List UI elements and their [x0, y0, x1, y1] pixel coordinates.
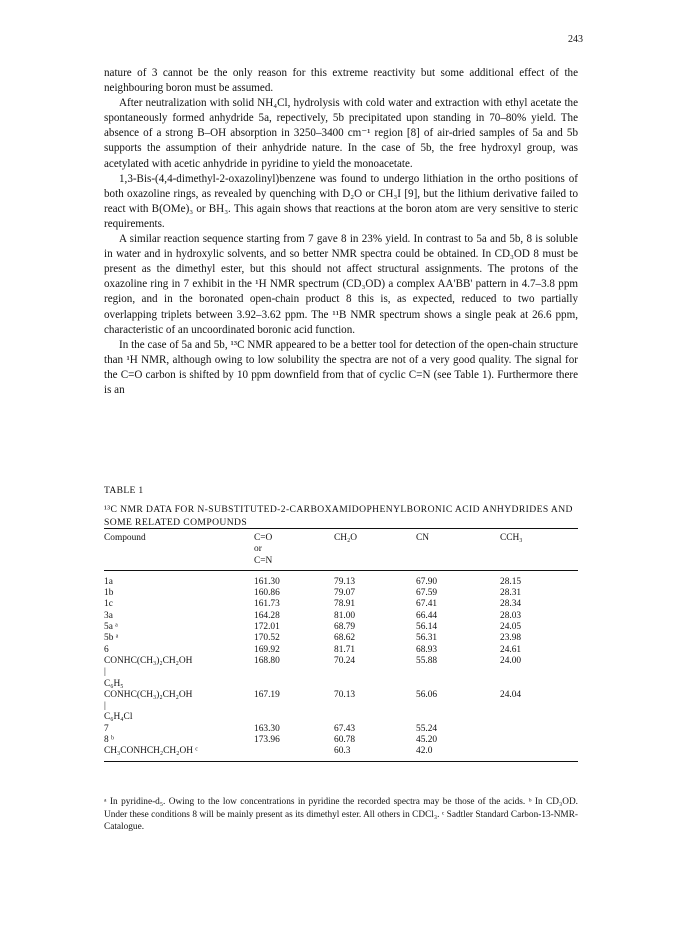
cell-cn: 45.20 [416, 735, 438, 746]
cell-cn: 67.90 [416, 576, 438, 587]
cell-cch3 [500, 735, 578, 746]
page-number: 243 [568, 34, 583, 45]
cell-compound: 3a [104, 610, 113, 621]
cell-cch3 [500, 746, 578, 761]
cell-ch2o: 60.3 [334, 746, 416, 761]
cell-ch2o: 68.79 [334, 622, 356, 633]
cell-c-o: 161.30 [254, 576, 280, 587]
paragraph-lithiation: 1,3-Bis-(4,4-dimethyl-2-oxazolinyl)benzene was found to undergo lithiation in the ortho positions of both oxazoline rings, as revealed by quenching with D₂O or CH₃I [9], but the lithium derivative failed to react with B(OMe)₃ or BH₃. This again shows that reactions at the boron atom are very sensitive to steric requirements. [104, 172, 578, 230]
cell-c-o: 168.80 [254, 655, 280, 666]
table-row [104, 570, 578, 588]
table-row [104, 588, 578, 599]
table-row [104, 656, 578, 690]
cell-compound: 7 [104, 723, 109, 734]
cell-cn: 66.44 [416, 610, 438, 621]
cell-compound: 6 [104, 644, 109, 655]
table-row [104, 735, 578, 746]
cell-c-o: 173.96 [254, 735, 280, 746]
footnote-text: ᵃ In pyridine-d₅. Owing to the low concentrations in pyridine the recorded spectra may be those of the acids. ᵇ In CD₃OD. Under these conditions 8 will be mainly present as its dimethyl ester. All others in CDCl₃. ᶜ Sadtler Standard Carbon-13-NMR-Catalogue. [104, 797, 578, 833]
cell-cn: 67.41 [416, 599, 438, 610]
cell-ch2o: 67.43 [334, 723, 356, 734]
cell-cch3: 24.04 [500, 689, 522, 700]
paragraph-c13-nmr: In the case of 5a and 5b, ¹³C NMR appeared to be a better tool for detection of the open-chain structure than ¹H NMR, although owing to low solubility the spectra are not of a very good quality. The signal for the C=O carbon is shifted by 10 ppm downfield from that of cyclic C=N (see Table 1). Furthermore there is an [104, 338, 578, 396]
table-footnotes [104, 796, 578, 834]
cell-cch3: 28.31 [500, 588, 522, 599]
table-title: ¹³C NMR DATA FOR N-SUBSTITUTED-2-CARBOXAMIDOPHENYLBORONIC ACID ANHYDRIDES AND SOME RELATED COMPOUNDS [104, 504, 573, 528]
cell-c-o: 172.01 [254, 622, 280, 633]
nmr-data-table [104, 528, 578, 762]
table-row [104, 633, 578, 644]
table-row [104, 611, 578, 622]
cell-ch2o: 79.13 [334, 576, 356, 587]
cell-cn: 67.59 [416, 588, 438, 599]
cell-c-o: 164.28 [254, 610, 280, 621]
cell-c-o: 160.86 [254, 588, 280, 599]
header-cch3: CCH₃ [500, 529, 578, 545]
cell-compound: 1a [104, 576, 113, 587]
cell-cch3: 28.03 [500, 610, 522, 621]
cell-cn: 68.93 [416, 644, 438, 655]
cell-compound: CONHC(CH₃)₂CH₂OH | C₆H₄Cl [104, 690, 254, 724]
paragraph-reaction-sequence: A similar reaction sequence starting from 7 gave 8 in 23% yield. In contrast to 5a and 5b, 8 is soluble in water and in hydroxylic solvents, and so better NMR spectra could be obtained. In CD₃OD 8 must be present as the dimethyl ester, but this should not affect structural assignments. The protons of the oxazoline ring in 7 exhibit in the ¹H NMR spectrum (CD₃OD) a complex AA'BB' pattern in 4.7–3.8 ppm region, and in the boronated open-chain product 8 this is, as expected, reduced to two partially overlapping triplets between 3.92–3.62 ppm. The ¹¹B NMR spectrum shows a single peak at 26.6 ppm, characteristic of an uncoordinated boronic acid function. [104, 233, 578, 336]
cell-c-o: 167.19 [254, 689, 280, 700]
cell-ch2o: 68.62 [334, 633, 356, 644]
paragraph-continuation: nature of 3 cannot be the only reason for this extreme reactivity but some additional effect of the neighbouring boron must be assumed. [104, 67, 578, 95]
cell-cch3: 24.61 [500, 644, 522, 655]
cell-c-o: 163.30 [254, 723, 280, 734]
cell-cn: 55.24 [416, 723, 438, 734]
cell-c-o [254, 746, 334, 761]
table-row [104, 724, 578, 735]
header-c-o: C=O [254, 529, 334, 545]
header-c-n: C=N [254, 556, 334, 571]
cell-ch2o: 60.78 [334, 735, 356, 746]
cell-cch3: 24.00 [500, 655, 522, 666]
cell-c-o: 161.73 [254, 599, 280, 610]
cell-compound-substituent: | C₆H₄Cl [104, 701, 133, 723]
cell-c-o: 169.92 [254, 644, 280, 655]
cell-cn: 56.31 [416, 633, 438, 644]
cell-cch3: 28.34 [500, 599, 522, 610]
table-caption [104, 484, 578, 529]
cell-compound: CONHC(CH₃)₂CH₂OH | C₆H₅ [104, 656, 254, 690]
cell-ch2o: 81.00 [334, 610, 356, 621]
cell-ch2o: 70.24 [334, 655, 356, 666]
body-text [104, 66, 578, 398]
cell-cn: 55.88 [416, 655, 438, 666]
cell-ch2o: 70.13 [334, 689, 356, 700]
table-row [104, 746, 578, 761]
table-row [104, 599, 578, 610]
table-body [104, 570, 578, 761]
cell-cch3: 23.98 [500, 633, 522, 644]
paragraph-hydrolysis: After neutralization with solid NH₄Cl, hydrolysis with cold water and extraction with ethyl acetate the spontaneously formed anhydride 5a, repectively, 5b precipitated upon standing in 70–80% yield. The absence of a strong B–OH absorption in 3250–3400 cm⁻¹ region [8] of air-dried samples of 5a and 5b supports the assumption of their anhydride nature. In the case of 5b, the free hydroxyl group, was acetylated with acetic anhydride in pyridine to yield the monoacetate. [104, 97, 578, 170]
cell-ch2o: 81.71 [334, 644, 356, 655]
header-compound: Compound [104, 529, 254, 545]
cell-cn: 42.0 [416, 746, 500, 761]
cell-cn: 56.14 [416, 622, 438, 633]
cell-cch3: 24.05 [500, 622, 522, 633]
cell-c-o: 170.52 [254, 633, 280, 644]
cell-ch2o: 79.07 [334, 588, 356, 599]
cell-compound: CH₃CONHCH₂CH₂OH ᶜ [104, 746, 254, 761]
cell-compound: 5b ᵃ [104, 633, 119, 644]
table-row [104, 645, 578, 656]
cell-cch3 [500, 724, 578, 735]
header-or: or [254, 544, 262, 555]
cell-compound: 1b [104, 588, 114, 599]
table-number: TABLE 1 [104, 485, 144, 496]
header-cn: CN [416, 529, 500, 545]
cell-compound: 5a ᵃ [104, 622, 118, 633]
cell-cch3: 28.15 [500, 576, 522, 587]
cell-compound-substituent: | C₆H₅ [104, 667, 124, 689]
cell-ch2o: 78.91 [334, 599, 356, 610]
table-row [104, 690, 578, 724]
table-row [104, 622, 578, 633]
cell-compound: 1c [104, 599, 113, 610]
header-ch2o: CH₂O [334, 529, 416, 545]
cell-compound: 8 ᵇ [104, 735, 114, 746]
cell-cn: 56.06 [416, 689, 438, 700]
